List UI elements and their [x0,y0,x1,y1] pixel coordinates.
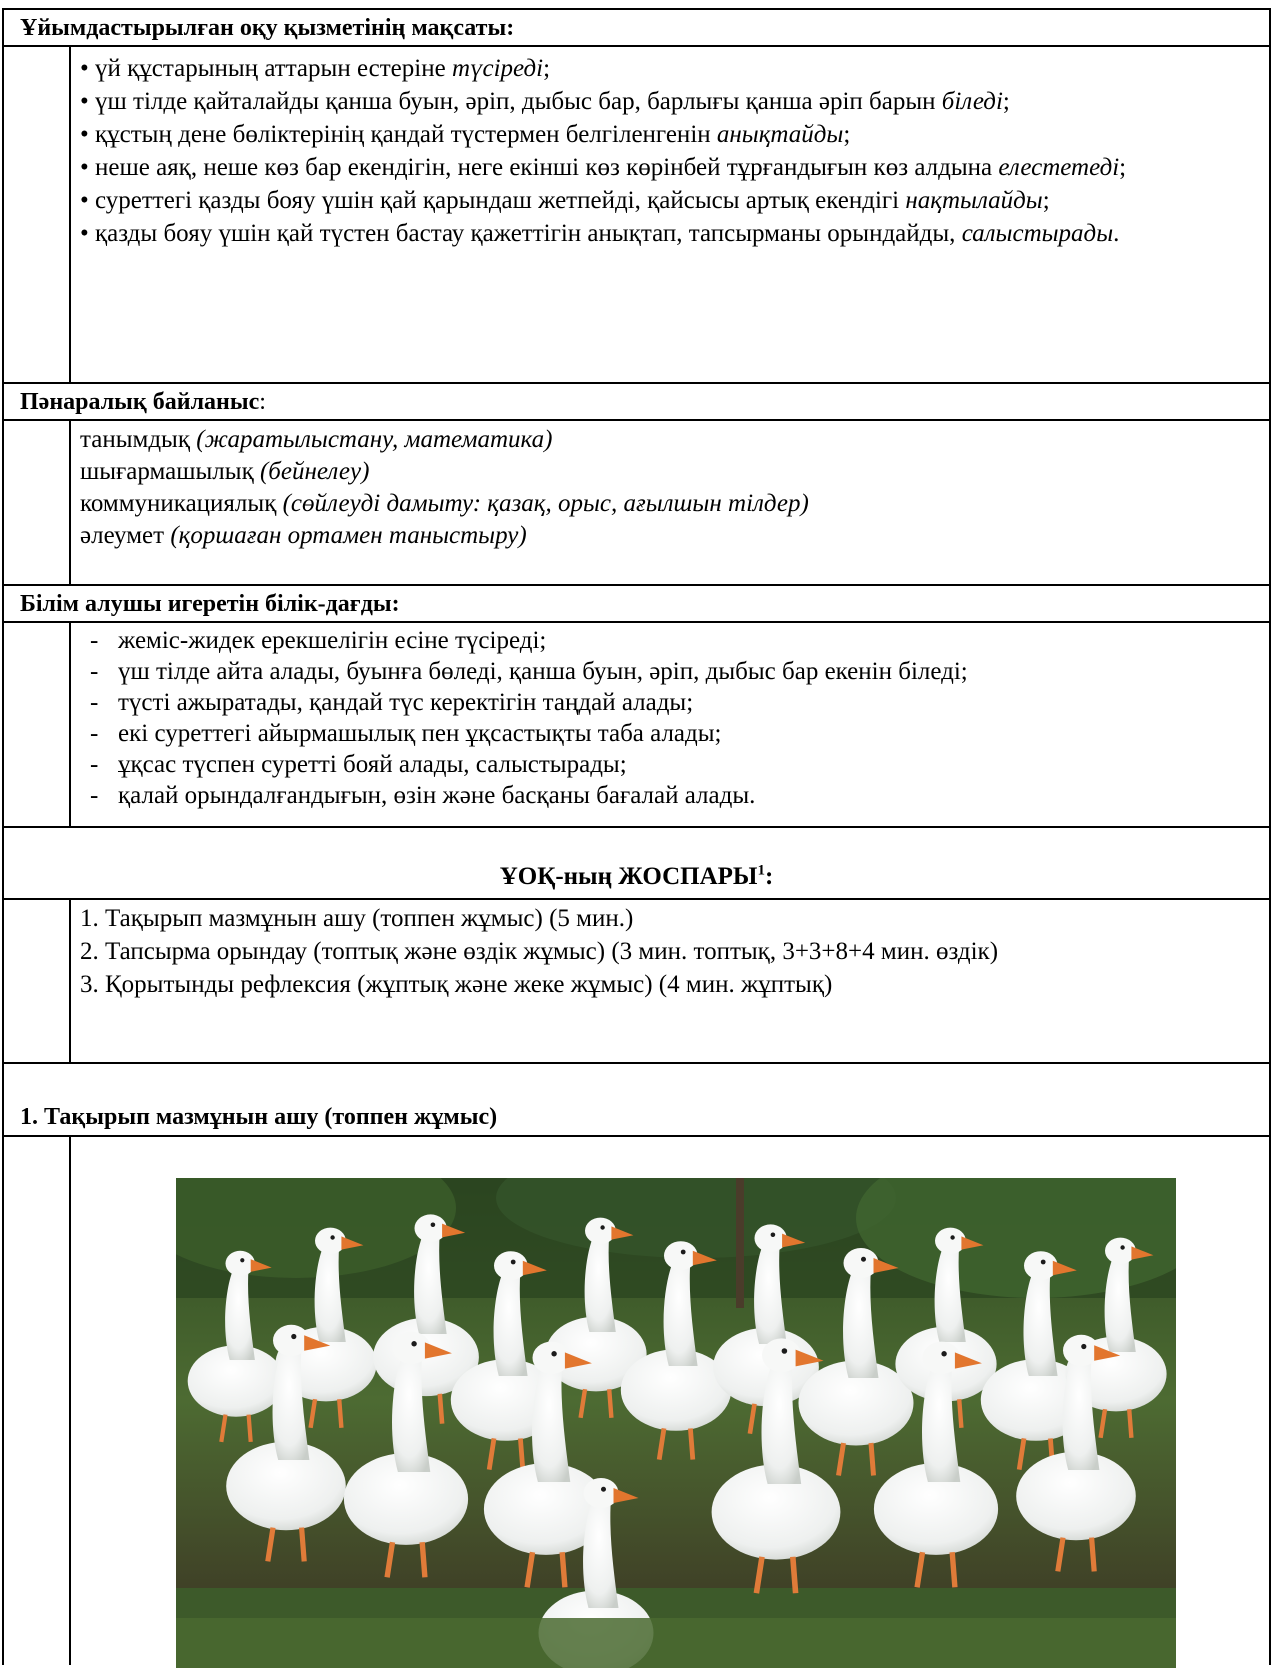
skill-item: - екі суреттегі айырмашылық пен ұқсастықты таба алады; [80,718,1265,749]
row-divider [2,826,1271,828]
skill-item: - түсті ажыратады, қандай түс керектігін таңдай алады; [80,687,1265,718]
objective-item: • үй құстарының аттарын естеріне түсіреді; [80,55,551,82]
skill-item: - ұқсас түспен суретті бояй алады, салыстырады; [80,749,1265,780]
link-item: танымдық (жаратылыстану, математика) [80,426,553,453]
objective-item: • құстың дене бөліктерінің қандай түстермен белгіленгенін анықтайды; [80,121,851,148]
table-border-left [2,8,4,1665]
row-divider [2,419,1271,421]
objective-item: • суреттегі қазды бояу үшін қай қарындаш жетпейді, қайсысы артық екендігі нақтылайды; [80,187,1050,214]
row-divider [2,1135,1271,1137]
geese-photo [176,1178,1176,1668]
skill-item: - жеміс-жидек ерекшелігін есіне түсіреді; [80,625,1265,656]
row-divider [2,621,1271,623]
row-divider [2,584,1271,586]
indent-column-line [69,1135,71,1665]
indent-column-line [69,419,71,584]
section1-heading: 1. Тақырып мазмұнын ашу (топпен жұмыс) [20,1104,498,1130]
objective-item: • неше аяқ, неше көз бар екендігін, неге екінші көз көрінбей тұрғандығын көз алдына елестетеді; [80,154,1127,181]
plan-item: 1. Тақырып мазмұнын ашу (топпен жұмыс) (5 мин.) [80,905,634,932]
row-divider [2,45,1271,47]
plan-item: 2. Тапсырма орындау (топтық және өздік жұмыс) (3 мин. топтық, 3+3+8+4 мин. өздік) [80,938,999,965]
table-border-right [1269,8,1271,1665]
footnote-marker: 1 [757,862,765,879]
plan-item: 3. Қорытынды рефлексия (жұптық және жеке жұмыс) (4 мин. жұптық) [80,971,833,998]
objectives-list [80,52,1265,250]
objective-item: • үш тілде қайталайды қанша буын, әріп, дыбыс бар, барлығы қанша әріп барын біледі; [80,88,1010,115]
indent-column-line [69,45,71,382]
link-item: шығармашылық (бейнелеу) [80,458,370,485]
plan-list [80,902,1265,1001]
row-divider [2,898,1271,900]
row-divider [2,382,1271,384]
skills-list [80,625,1265,811]
objectives-heading: Ұйымдастырылған оқу қызметінің мақсаты: [20,15,515,41]
skill-item: - қалай орындалғандығын, өзін және басқаны бағалай алады. [80,780,1265,811]
indent-column-line [69,898,71,1062]
links-list [80,424,1265,552]
objective-item: • қазды бояу үшін қай түстен бастау қажеттігін анықтап, тапсырманы орындайды, салыстырады. [80,220,1120,247]
row-divider [2,1062,1271,1064]
links-heading: Пәнаралық байланыс: [20,389,266,415]
table-border-top [2,8,1271,10]
link-item: коммуникациялық (сөйлеуді дамыту: қазақ, орыс, ағылшын тілдер) [80,490,809,517]
skill-item: - үш тілде айта алады, буынға бөледі, қанша буын, әріп, дыбыс бар екенін біледі; [80,656,1265,687]
plan-title: ҰОҚ-ның ЖОСПАРЫ$^1$: [499,862,774,890]
link-item: әлеумет (қоршаған ортамен таныстыру) [80,522,527,549]
indent-column-line [69,621,71,826]
skills-heading: Білім алушы игеретін білік-дағды: [20,591,400,617]
